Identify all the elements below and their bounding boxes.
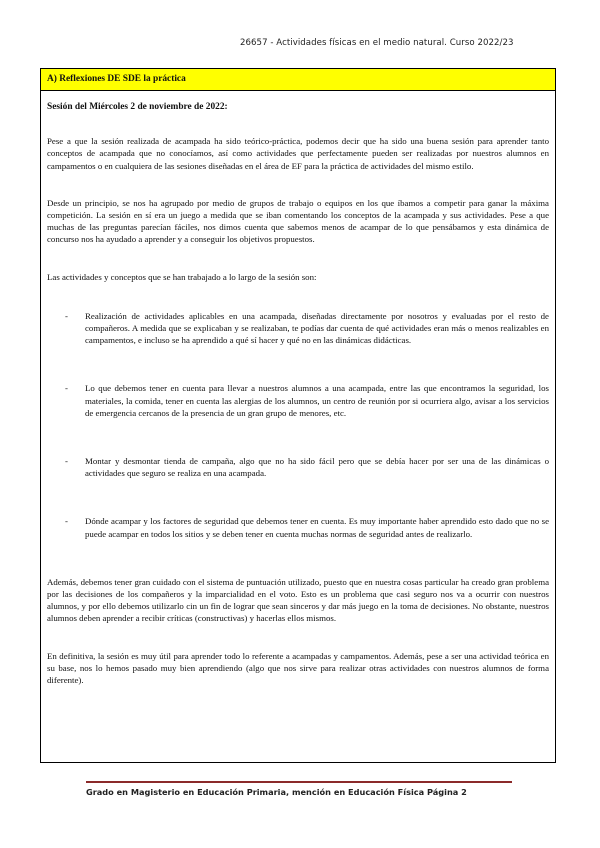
- session-heading: Sesión del Miércoles 2 de noviembre de 2022:: [47, 102, 228, 112]
- bullet-dash: -: [65, 310, 68, 321]
- activities-list: [47, 310, 549, 540]
- paragraph-dynamics: Desde un principio, se nos ha agrupado por medio de grupos de trabajo o equipos en los que íbamos a competir para ganar la máxima competición. La sesión en sí era un juego a medida que se iban comentando los conceptos de la acampada y sus actividades. Pese a que muchas de las preguntas parecían fáciles, nos dimos cuenta que sabemos menos de acampar de lo que pensábamos y esta dinámica de concurso nos ha ayudado a aprender y a conseguir los objetivos propuestos.: [47, 197, 549, 245]
- page-header: 26657 - Actividades físicas en el medio natural. Curso 2022/23: [240, 38, 514, 48]
- section-title: A) Reflexiones DE SDE la práctica: [41, 69, 555, 91]
- paragraph-list-intro: Las actividades y conceptos que se han trabajado a lo largo de la sesión son:: [47, 271, 317, 282]
- section-content: [41, 91, 555, 686]
- paragraph-intro: Pese a que la sesión realizada de acampada ha sido teórico-práctica, podemos decir que ha sido una buena sesión para aprender tanto conceptos de acampada que no conocíamos, así como actividades que perfectamente pueden ser realizadas por nuestros alumnos en campamentos o en cualquiera de las sesiones diseñadas en el área de EF para la práctica de actividades del mismo estilo.: [47, 136, 549, 171]
- list-item: [47, 515, 549, 539]
- reflection-box: [40, 68, 556, 763]
- list-item: [47, 382, 549, 419]
- list-item-text: Montar y desmontar tienda de campaña, algo que no ha sido fácil pero que se debía hacer por ser una de las dinámicas o actividades que seguro se realiza en una acampada.: [85, 456, 549, 479]
- list-item-text: Lo que debemos tener en cuenta para llevar a nuestros alumnos a una acampada, entre las que encontramos la seguridad, los materiales, la comida, tener en cuenta las alergias de los alumnos, un centro de reunión por si ocurriera algo, avisar a los servicios de emergencia cercanos de la presencia de un gran grupo de menores, etc.: [85, 383, 549, 418]
- paragraph-scoring: Además, debemos tener gran cuidado con el sistema de puntuación utilizado, puesto que en nuestra cosas particular ha creado gran problema por las decisiones de los compañeros y la imparcialidad en el voto. Esto es un problema que casi seguro nos va a ocurrir con nuestros alumnos, y por ello debemos utilizarlo cin un fin de lograr que sean sinceros y dar más juego en la toma de decisiones. No obstante, nuestros alumnos deben aprender a recibir críticas (constructivas) y hacerlas ellos mismos.: [47, 576, 549, 624]
- footer-rule: [86, 781, 512, 783]
- list-item-text: Dónde acampar y los factores de seguridad que debemos tener en cuenta. Es muy importante haber aprendido esto dado que no se puede acampar en todos los sitios y se deben tener en cuenta muchas normas de seguridad antes de realizarlo.: [85, 516, 549, 539]
- list-item-text: Realización de actividades aplicables en una acampada, diseñadas directamente por nosotros y evaluadas por el resto de compañeros. A medida que se explicaban y se realizaban, te podías dar cuenta de qué actividades eran más o menos realizables en campamentos, e incluso se ha aprendido a qué sí hacer y qué no en las dinámicas didácticas.: [85, 310, 549, 346]
- bullet-dash: -: [65, 456, 68, 467]
- list-item: [47, 455, 549, 479]
- bullet-dash: -: [65, 516, 68, 527]
- list-item: [47, 310, 549, 347]
- bullet-dash: -: [65, 383, 68, 394]
- page-footer: Grado en Magisterio en Educación Primaria, mención en Educación Física Página 2: [86, 787, 467, 797]
- paragraph-conclusion: En definitiva, la sesión es muy útil para aprender todo lo referente a acampadas y campamentos. Además, pese a ser una actividad teórica en su base, nos lo hemos pasado muy bien aprendiendo (algo que nos sirve para realizar otras actividades con nuestros alumnos de forma diferente).: [47, 650, 549, 686]
